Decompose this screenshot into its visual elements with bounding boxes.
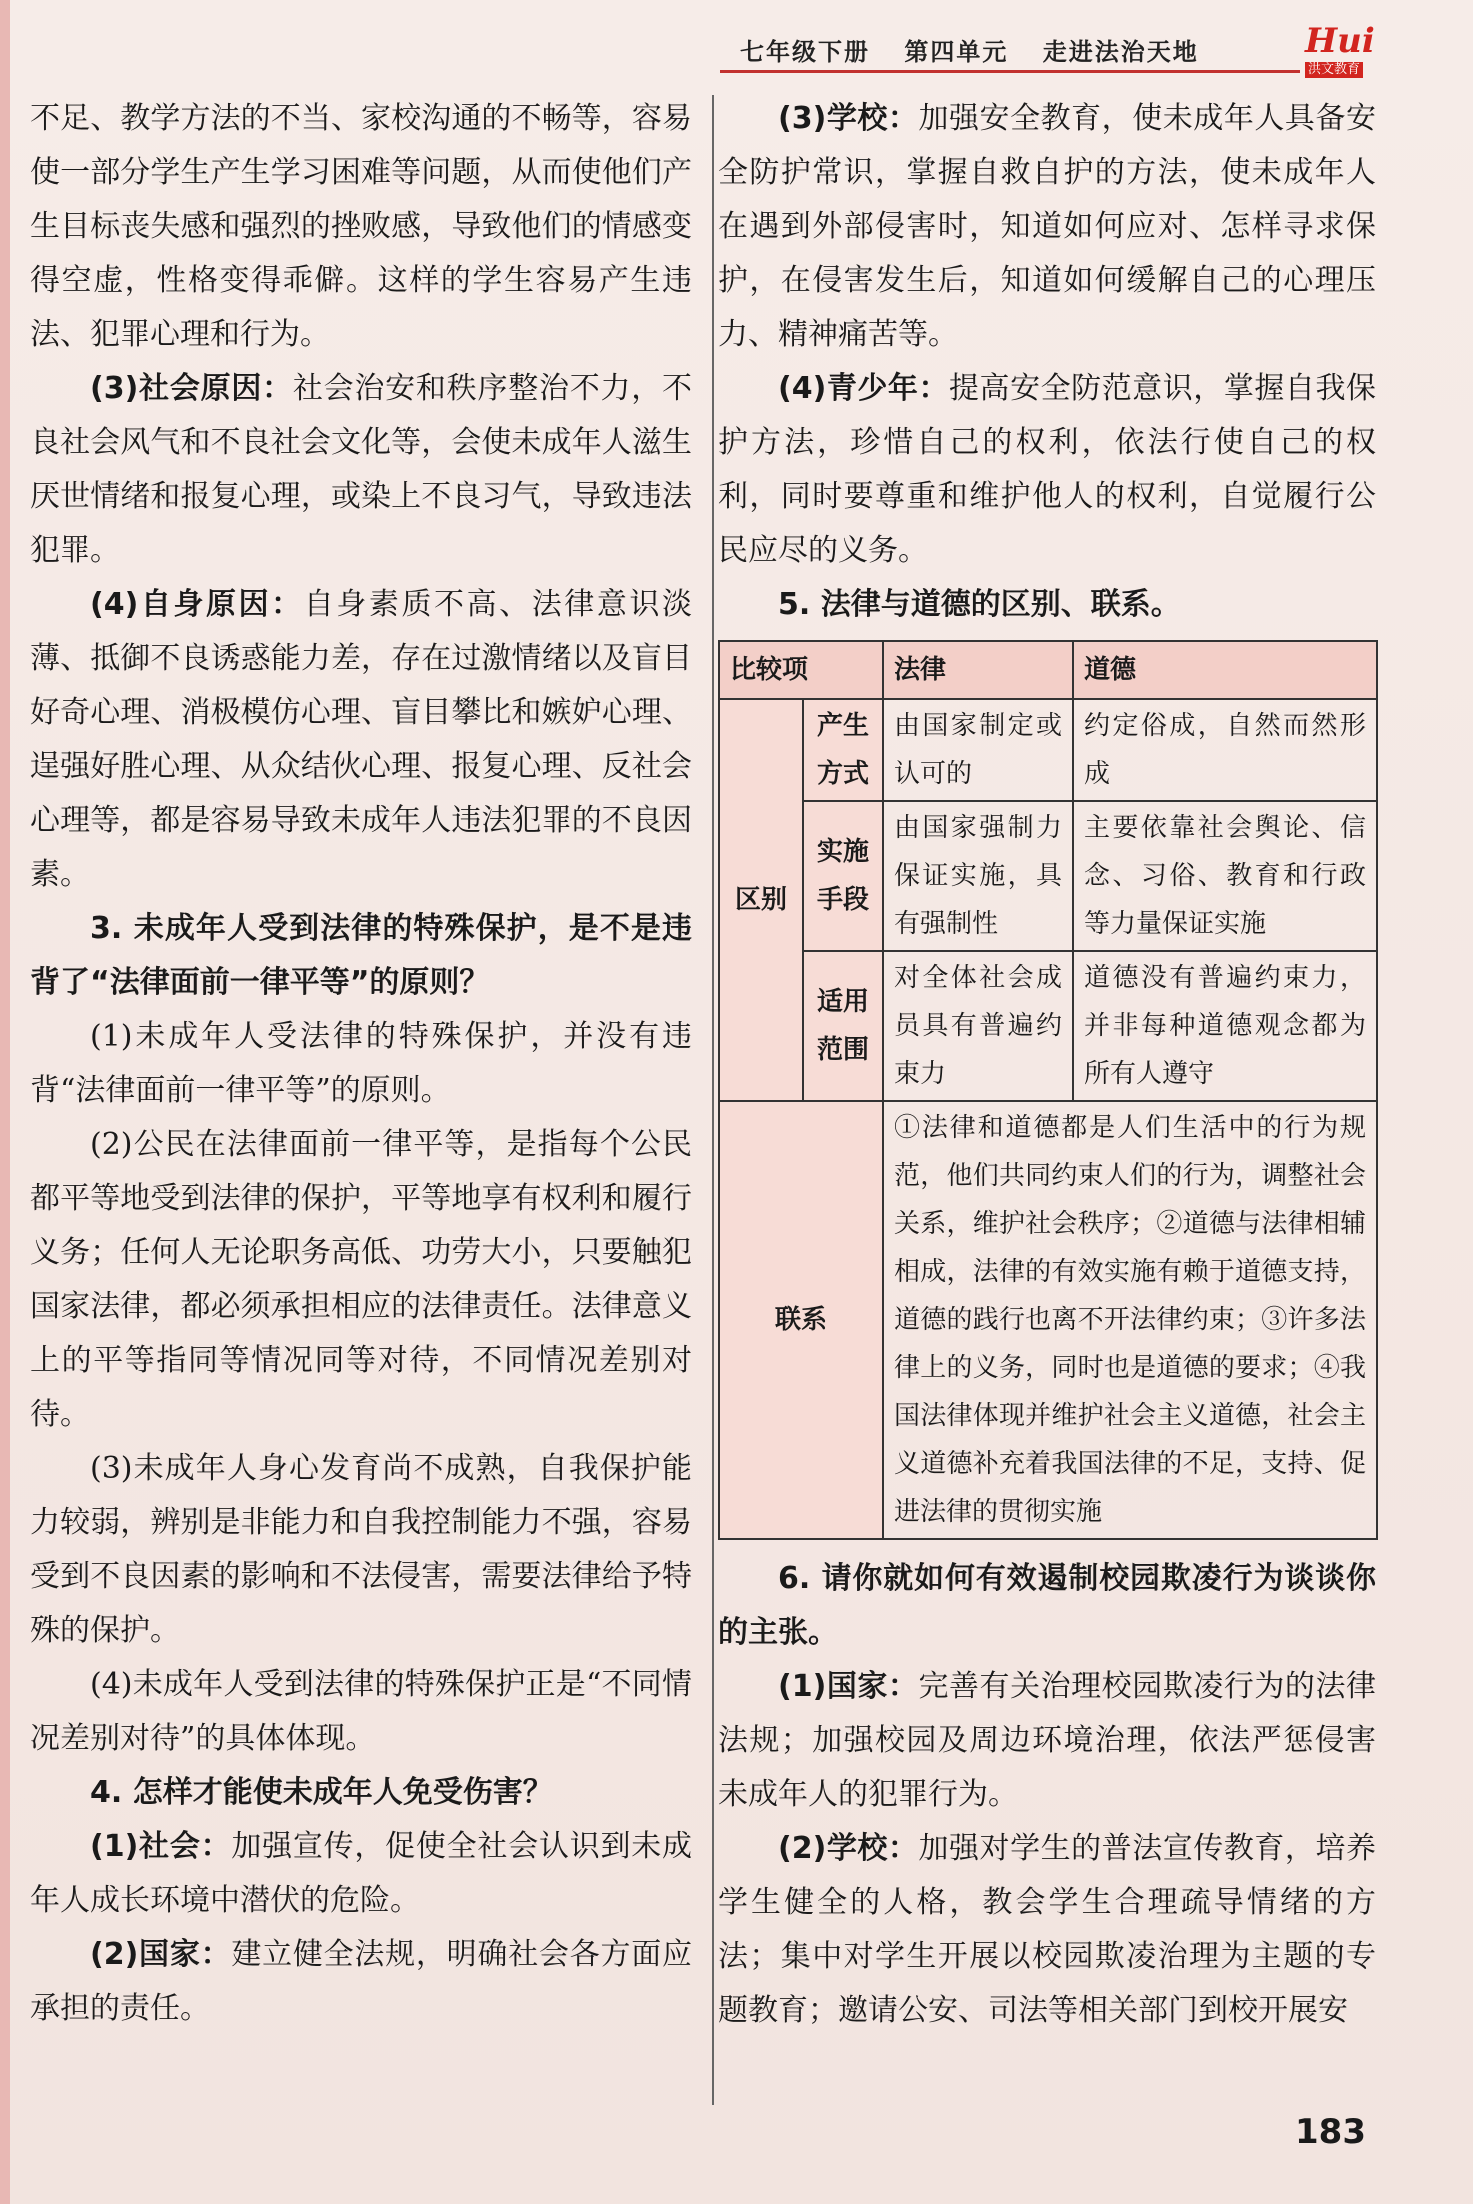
header-unit: 第四单元 bbox=[904, 38, 1009, 66]
item-text: 加强宣传，促使全社会认识到未成年人成长环境中潜伏的危险。 bbox=[30, 1829, 693, 1918]
item-text: 提高安全防范意识，掌握自我保护方法，珍惜自己的权利，依法行使自己的权利，同时要尊重和维护他人的权利，自觉履行公民应尽的义务。 bbox=[718, 371, 1377, 568]
item-text: 建立健全法规，明确社会各方面应承担的责任。 bbox=[30, 1937, 693, 2026]
paragraph bbox=[30, 578, 692, 902]
paragraph bbox=[30, 1928, 692, 2036]
table-category: 区别 bbox=[719, 699, 803, 1101]
item-label: (1)社会： bbox=[90, 1829, 232, 1864]
item-text: 加强对学生的普法宣传教育，培养学生健全的人格，教会学生合理疏导情绪的方法；集中对学生开展以校园欺凌治理为主题的专题教育；邀请公安、司法等相关部门到校开展安 bbox=[718, 1831, 1376, 2028]
paragraph bbox=[718, 92, 1376, 362]
table-header-moral: 道德 bbox=[1073, 641, 1377, 699]
header-rule bbox=[720, 70, 1300, 73]
comparison-table bbox=[718, 640, 1378, 1540]
running-header bbox=[720, 21, 1460, 77]
paragraph bbox=[30, 1820, 692, 1928]
paragraph: (3)未成年人身心发育尚不成熟，自我保护能力较弱，辨别是非能力和自我控制能力不强，容易受到不良因素的影响和不法侵害，需要法律给予特殊的保护。 bbox=[30, 1451, 692, 1648]
paragraph bbox=[30, 362, 692, 578]
item-label: (4)自身原因： bbox=[90, 587, 304, 622]
table-cell: 由国家制定或认可的 bbox=[883, 699, 1073, 801]
table-header-item: 比较项 bbox=[719, 641, 883, 699]
item-text: 完善有关治理校园欺凌行为的法律法规；加强校园及周边环境治理，依法严惩侵害未成年人的犯罪行为。 bbox=[718, 1669, 1376, 1812]
item-text: 自身素质不高、法律意识淡薄、抵御不良诱惑能力差，存在过激情绪以及盲目好奇心理、消极模仿心理、盲目攀比和嫉妒心理、逞强好胜心理、从众结伙心理、报复心理、反社会心理等，都是容易导致未成年人违法犯罪的不良因素。 bbox=[30, 587, 693, 892]
table-header-row bbox=[719, 641, 1377, 699]
item-text: 加强安全教育，使未成年人具备安全防护常识，掌握自救自护的方法，使未成年人在遇到外部侵害时，知道如何应对、怎样寻求保护，在侵害发生后，知道如何缓解自己的心理压力、精神痛苦等。 bbox=[718, 101, 1376, 352]
item-label: (3)社会原因： bbox=[90, 371, 293, 406]
paragraph: (1)未成年人受法律的特殊保护，并没有违背“法律面前一律平等”的原则。 bbox=[30, 1019, 692, 1108]
table-subcategory: 适用范围 bbox=[803, 951, 883, 1101]
table-subcategory: 实施手段 bbox=[803, 801, 883, 951]
logo-text: 洪文教育 bbox=[1305, 62, 1363, 78]
table-cell: ①法律和道德都是人们生活中的行为规范，他们共同约束人们的行为，调整社会关系，维护社会秩序；②道德与法律相辅相成，法律的有效实施有赖于道德支持，道德的践行也离不开法律约束；③许多法律上的义务，同时也是道德的要求；④我国法律体现并维护社会主义道德，社会主义道德补充着我国法律的不足，支持、促进法律的贯彻实施 bbox=[883, 1101, 1377, 1539]
table-category: 联系 bbox=[719, 1101, 883, 1539]
table-row bbox=[719, 699, 1377, 801]
table-row bbox=[719, 1101, 1377, 1539]
paragraph: (4)未成年人受到法律的特殊保护正是“不同情况差别对待”的具体体现。 bbox=[30, 1667, 692, 1756]
question-heading: 6. 请你就如何有效遏制校园欺凌行为谈谈你的主张。 bbox=[718, 1561, 1376, 1650]
paragraph: 不足、教学方法的不当、家校沟通的不畅等，容易使一部分学生产生学习困难等问题，从而使他们产生目标丧失感和强烈的挫败感，导致他们的情感变得空虚，性格变得乖僻。这样的学生容易产生违法、犯罪心理和行为。 bbox=[30, 101, 692, 352]
question-heading: 4. 怎样才能使未成年人免受伤害？ bbox=[90, 1775, 553, 1810]
page-number: 183 bbox=[1295, 2112, 1366, 2152]
paragraph: (2)公民在法律面前一律平等，是指每个公民都平等地受到法律的保护，平等地享有权利和履行义务；任何人无论职务高低、功劳大小，只要触犯国家法律，都必须承担相应的法律责任。法律意义上的平等指同等情况同等对待，不同情况差别对待。 bbox=[30, 1127, 692, 1432]
item-label: (4)青少年： bbox=[778, 371, 949, 406]
item-label: (2)国家： bbox=[90, 1937, 232, 1972]
question-heading: 3. 未成年人受到法律的特殊保护，是不是违背了“法律面前一律平等”的原则？ bbox=[30, 911, 692, 1000]
table-cell: 主要依靠社会舆论、信念、习俗、教育和行政等力量保证实施 bbox=[1073, 801, 1377, 951]
question-heading: 5. 法律与道德的区别、联系。 bbox=[778, 587, 1181, 622]
item-text: 社会治安和秩序整治不力，不良社会风气和不良社会文化等，会使未成年人滋生厌世情绪和报复心理，或染上不良习气，导致违法犯罪。 bbox=[30, 371, 693, 568]
table-cell: 约定俗成，自然而然形成 bbox=[1073, 699, 1377, 801]
table-row bbox=[719, 951, 1377, 1101]
item-label: (1)国家： bbox=[778, 1669, 919, 1704]
table-cell: 道德没有普遍约束力，并非每种道德观念都为所有人遵守 bbox=[1073, 951, 1377, 1101]
page-edge bbox=[0, 0, 10, 2204]
header-text bbox=[740, 32, 1223, 67]
paragraph bbox=[718, 362, 1376, 578]
table-row bbox=[719, 801, 1377, 951]
logo-mark: Hui bbox=[1305, 21, 1375, 61]
table-subcategory: 产生方式 bbox=[803, 699, 883, 801]
header-grade: 七年级下册 bbox=[740, 38, 870, 66]
item-label: (3)学校： bbox=[778, 101, 919, 136]
header-title: 走进法治天地 bbox=[1042, 38, 1199, 66]
table-header-law: 法律 bbox=[883, 641, 1073, 699]
paragraph bbox=[718, 1660, 1376, 1822]
column-divider bbox=[712, 95, 714, 2105]
table-cell: 由国家强制力保证实施，具有强制性 bbox=[883, 801, 1073, 951]
publisher-logo bbox=[1305, 21, 1395, 77]
item-label: (2)学校： bbox=[778, 1831, 919, 1866]
table-cell: 对全体社会成员具有普遍约束力 bbox=[883, 951, 1073, 1101]
right-column bbox=[718, 92, 1376, 2038]
paragraph bbox=[718, 1822, 1376, 2038]
left-column bbox=[30, 92, 692, 2036]
